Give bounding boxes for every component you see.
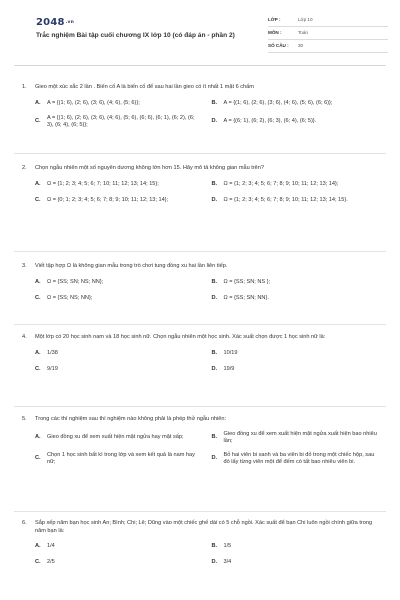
option-key: D. (211, 455, 218, 462)
divider (14, 406, 386, 407)
option-text: A = {(1; 6), (2; 6), (3; 6), (4; 6), (5; 6), (6; 6)}; (223, 99, 333, 106)
option-text: Ω = {1; 2; 3; 4; 5; 6; 7; 8; 9; 10; 11; 12; 13; 14; 15}. (223, 196, 348, 203)
option-text: Ω = {1; 2; 3; 4; 5; 6; 7; 10; 11; 12; 13; 14; 15}; (47, 180, 159, 187)
option-text: A = {(1; 6), (2; 6), (3; 6), (4; 6), (5; 6), (6; 6), (6; 1), (6; 2), (6; 3), (6; 4), (6; 5)}; (47, 114, 195, 129)
option-key: C. (35, 196, 41, 203)
option-text: Gieo đồng xu để xem xuất hiện mặt ngửa hay mặt sấp; (47, 434, 184, 441)
option-key: A. (35, 434, 41, 441)
option-key: B. (211, 278, 218, 285)
question-text: Sắp xếp năm bạn học sinh An; Bình; Chi; Lê; Dũng vào một chiếc ghế dài có 5 chỗ ngồi. Xác suất để bạn Chi luôn ngồi chính giữa trong năm bạn là: (35, 520, 373, 534)
option-key: A. (35, 180, 41, 187)
page-title: Trắc nghiệm Bài tập cuối chương IX lớp 10 (có đáp án - phần 2) (36, 32, 235, 39)
question-text: Viết tập hợp Ω là không gian mẫu trong trò chơi tung đồng xu hai lần liên tiếp. (35, 263, 228, 269)
question-6 (22, 520, 378, 568)
option-d[interactable] (212, 365, 379, 375)
option-text: 9/19 (47, 365, 58, 372)
option-key: C. (35, 559, 41, 566)
question-5 (22, 416, 378, 467)
options (22, 278, 378, 304)
option-text: Ω = {0; 1; 2; 3; 4; 5; 6; 7; 8; 9; 10; 11; 12; 13; 14}; (47, 196, 169, 203)
option-text: Ω = {SS; NS; NN}; (47, 294, 93, 301)
options (22, 180, 378, 206)
option-d[interactable] (212, 294, 379, 304)
option-c[interactable] (35, 365, 202, 375)
meta-value: Lớp 10 (298, 16, 313, 22)
quiz-meta (268, 14, 388, 53)
option-text: Bỏ hai viên bi xanh và ba viên bi đỏ trong một chiếc hộp, sau đó lấy từng viên một để đếm có tất bao nhiêu viên bi. (223, 451, 375, 466)
meta-label: MÔN : (268, 29, 282, 35)
option-key: C. (35, 365, 41, 372)
option-text: Ω = {SS; SN; NN}. (223, 294, 269, 301)
option-text: 2/5 (47, 559, 55, 566)
option-text: 1/38 (47, 349, 58, 356)
divider (14, 511, 386, 512)
option-text: 1/5 (223, 543, 232, 550)
meta-label: LỚP : (268, 16, 281, 22)
question-number: 6. (22, 520, 27, 526)
option-key: A. (35, 99, 41, 106)
question-4 (22, 334, 378, 375)
option-a[interactable] (35, 99, 202, 109)
logo-suffix: .vn (65, 20, 75, 25)
option-key: D. (211, 365, 218, 372)
option-key: D. (211, 196, 218, 203)
option-key: B. (211, 434, 218, 441)
question-number: 5. (22, 416, 27, 422)
page-header (14, 0, 386, 66)
option-key: C. (35, 294, 41, 301)
question-number: 4. (22, 334, 27, 340)
question-text: Trong các thí nghiệm sau thí nghiệm nào không phải là phép thử ngẫu nhiên: (35, 416, 227, 422)
option-text: Ω = {1; 2; 3; 4; 5; 6; 7; 8; 9; 10; 11; 12; 13; 14}; (223, 180, 339, 187)
option-text: Chọn 1 học sinh bất kì trong lớp và xem kết quả là nam hay nữ; (47, 451, 195, 466)
option-key: B. (211, 180, 218, 187)
option-text: A = {(1; 6), (2; 6), (3; 6), (4; 6), (5; 6)}; (47, 99, 140, 106)
option-b[interactable] (212, 278, 379, 288)
site-logo[interactable] (36, 16, 74, 30)
option-key: B. (211, 543, 218, 550)
option-a[interactable] (35, 180, 202, 190)
option-d[interactable] (212, 452, 379, 467)
option-text: Ω = {SS; SN; NS; NN}; (47, 278, 104, 285)
logo-main: 2048 (36, 17, 65, 28)
option-key: B. (211, 99, 218, 106)
option-text: 19/9 (223, 365, 235, 372)
option-a[interactable] (35, 278, 202, 288)
question-number: 3. (22, 263, 27, 269)
option-c[interactable] (35, 294, 202, 304)
question-text: Gieo một xúc xắc 2 lần . Biến cố A là biến cố để sau hai lần gieo có ít nhất 1 mặt 6 chấm (35, 84, 254, 90)
option-d[interactable] (212, 115, 379, 130)
option-key: B. (211, 349, 218, 356)
option-c[interactable] (35, 452, 202, 467)
question-text: Chọn ngẫu nhiên một số nguyên dương không lớn hơn 15. Hãy mô tả không gian mẫu trên? (35, 165, 265, 171)
option-text: 3/4 (223, 559, 232, 566)
option-key: A. (35, 349, 41, 356)
option-key: D. (211, 559, 218, 566)
options (22, 349, 378, 375)
options (22, 542, 378, 568)
option-b[interactable] (212, 180, 379, 190)
divider (14, 153, 386, 154)
divider (14, 324, 386, 325)
meta-value: 30 (298, 42, 304, 48)
question-2 (22, 165, 378, 206)
meta-row-class (268, 14, 388, 27)
option-c[interactable] (35, 196, 202, 206)
option-text: Ω = {SS; SN; NS }; (223, 278, 271, 285)
option-a[interactable] (35, 349, 202, 359)
option-key: D. (211, 118, 218, 125)
meta-value: Toán (298, 29, 308, 35)
option-key: C. (35, 455, 41, 462)
option-b[interactable] (212, 349, 379, 359)
option-key: D. (211, 294, 218, 301)
meta-row-subject (268, 27, 388, 40)
option-c[interactable] (35, 558, 202, 568)
question-number: 2. (22, 165, 27, 171)
options (22, 431, 378, 467)
option-key: C. (35, 118, 41, 125)
question-1 (22, 84, 378, 130)
option-b[interactable] (212, 99, 379, 109)
option-key: A. (35, 543, 41, 550)
meta-row-count (268, 40, 388, 53)
question-text: Một lớp có 20 học sinh nam và 18 học sinh nữ. Chọn ngẫu nhiên một học sinh. Xác suất chọn được 1 học sinh nữ là: (35, 334, 326, 340)
option-text: A = {(6; 1), (6; 2), (6; 3), (6; 4), (6; 5)}. (223, 118, 317, 125)
option-text: 10/19 (223, 349, 238, 356)
option-b[interactable] (212, 542, 379, 552)
option-a[interactable] (35, 542, 202, 552)
option-key: A. (35, 278, 41, 285)
option-b[interactable] (212, 431, 379, 446)
option-d[interactable] (212, 558, 379, 568)
option-c[interactable] (35, 115, 202, 130)
divider (14, 251, 386, 252)
option-d[interactable] (212, 196, 379, 206)
options (22, 99, 378, 130)
question-3 (22, 263, 378, 304)
meta-label: SỐ CÂU : (268, 42, 289, 48)
option-a[interactable] (35, 431, 202, 446)
question-number: 1. (22, 84, 27, 90)
option-text: 1/4 (47, 543, 55, 550)
option-text: Gieo đồng xu để xem xuất hiện mặt ngửa xuất hiện bao nhiêu lần; (223, 430, 377, 445)
